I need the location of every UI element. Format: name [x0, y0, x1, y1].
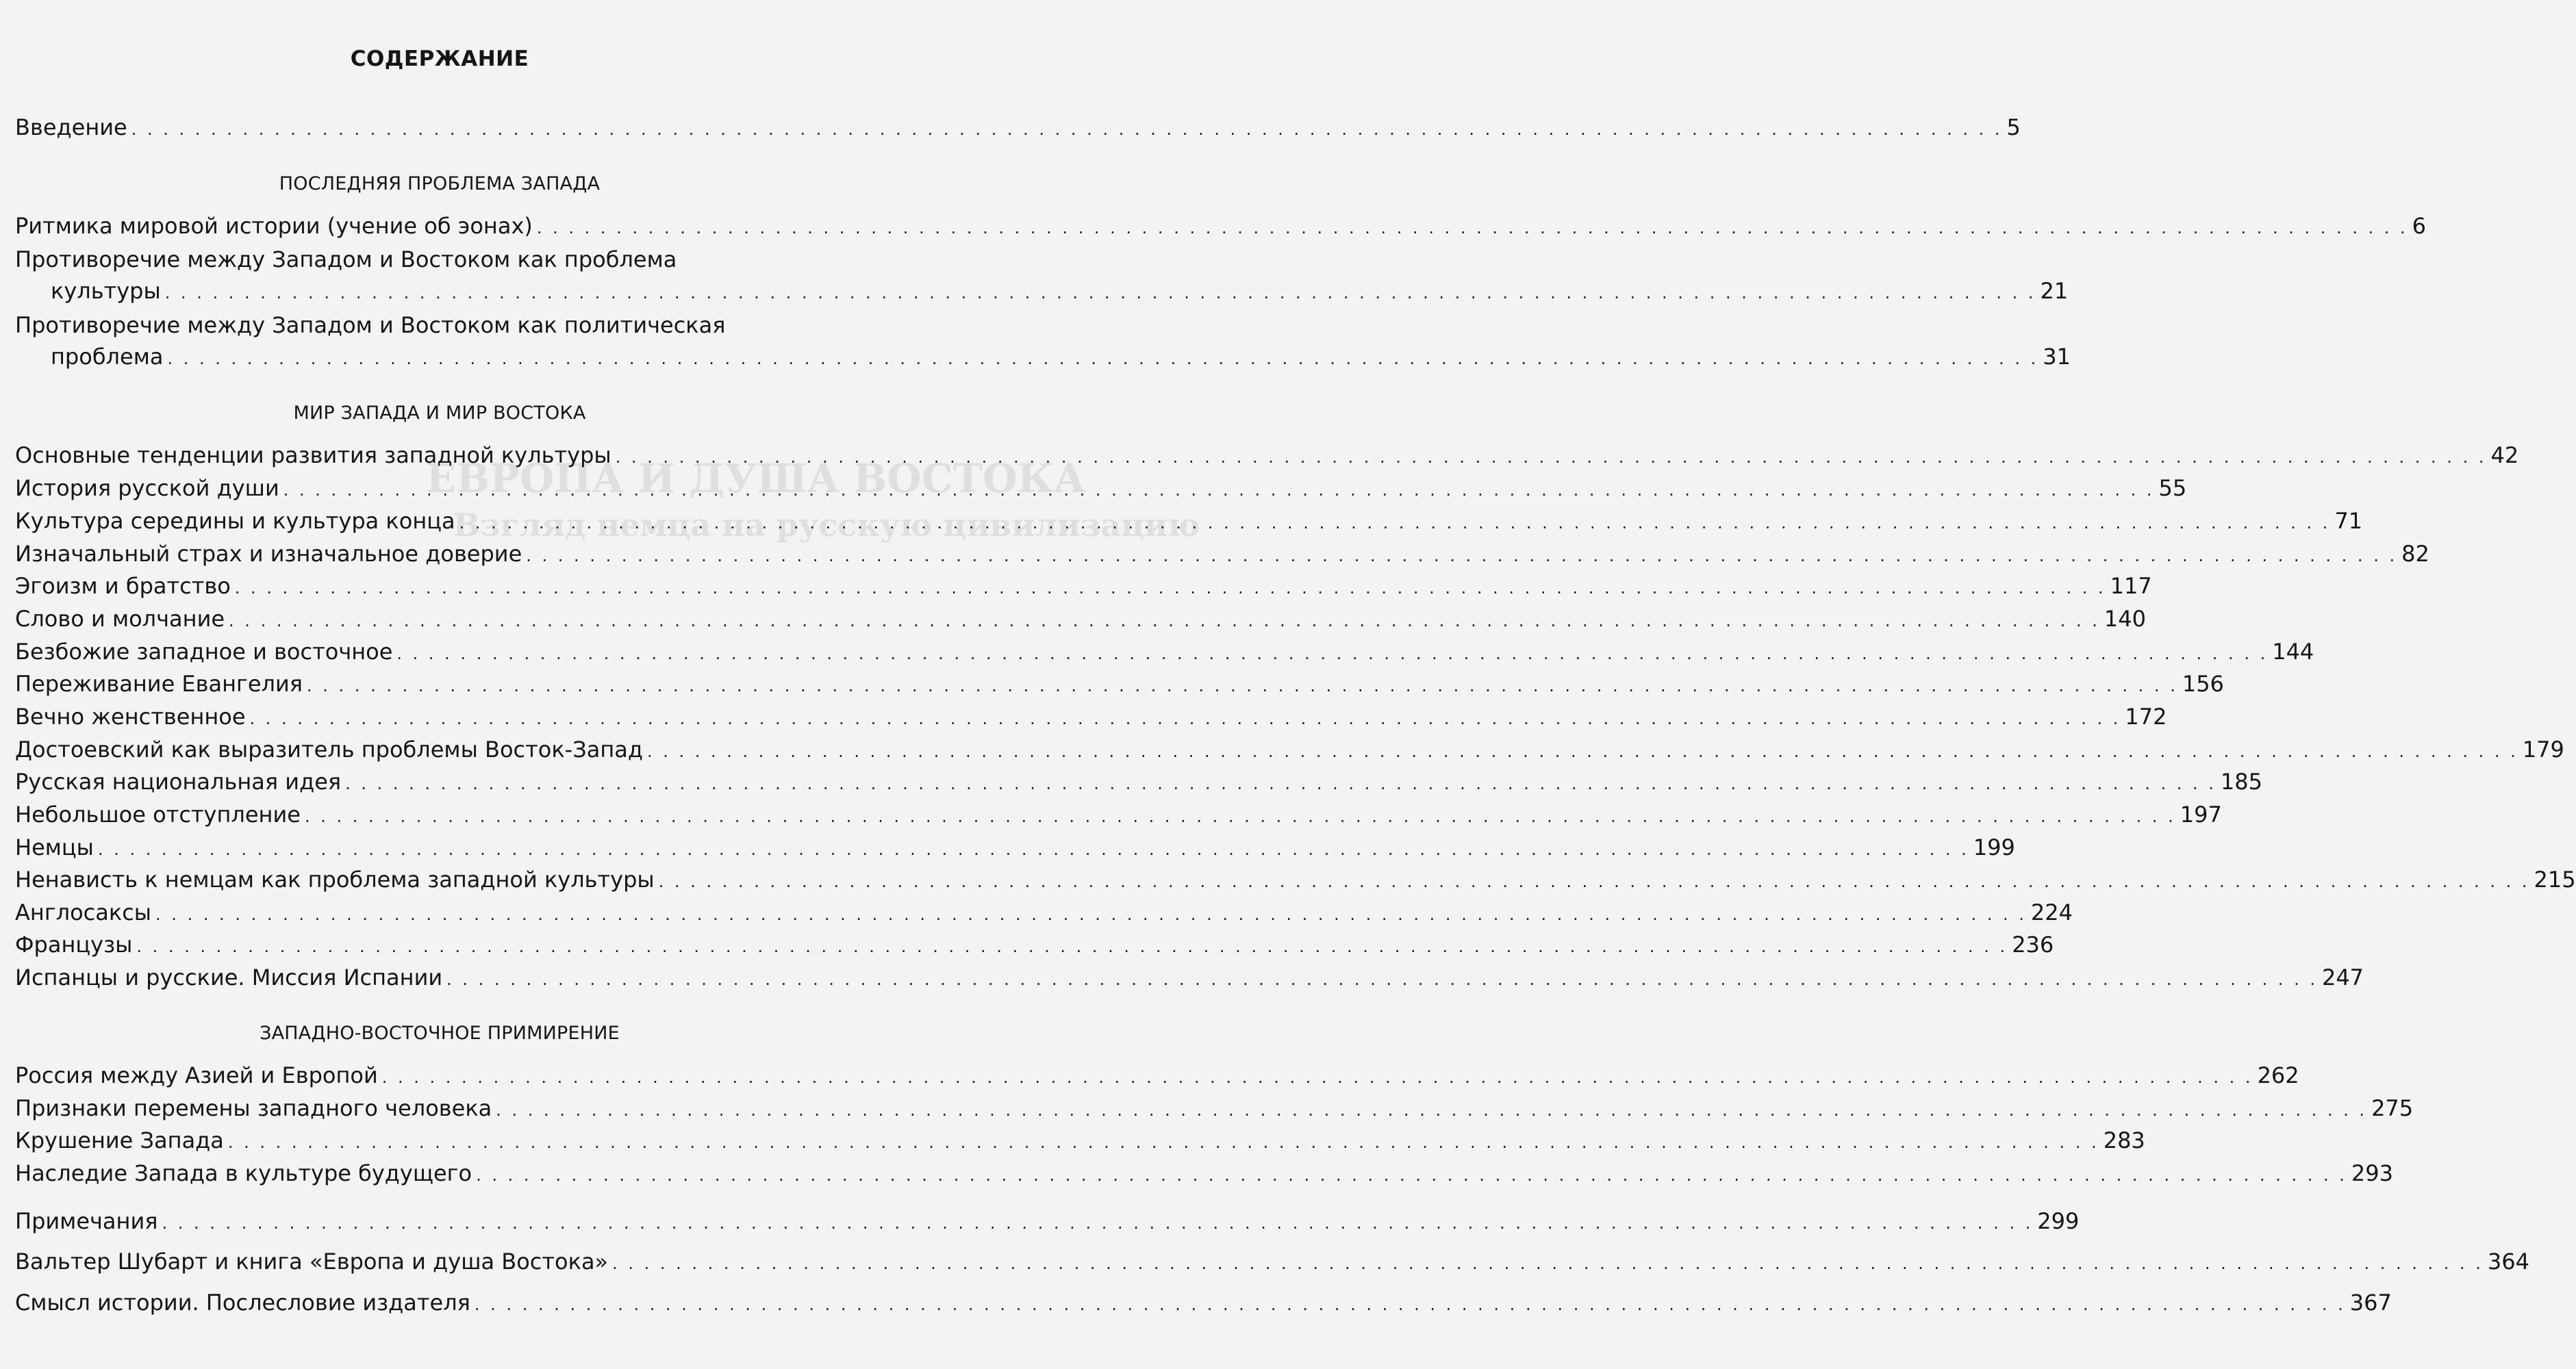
toc-page-number: 299 — [2037, 1208, 2080, 1234]
toc-entry — [15, 636, 2314, 669]
dot-leader — [526, 540, 2397, 572]
toc-page-number: 247 — [2321, 964, 2364, 990]
dot-leader — [283, 474, 2155, 506]
toc-entry-label: Изначальный страх и изначальное доверие — [15, 541, 522, 567]
dot-leader — [647, 736, 2518, 767]
toc-page-number: 144 — [2272, 639, 2314, 665]
toc-entry — [15, 1157, 2393, 1191]
toc-entry-label: Противоречие между Западом и Востоком как политическая — [15, 312, 726, 338]
toc-entry-label: Безбожие западное и восточное — [15, 639, 393, 665]
toc-page-number: 224 — [2030, 899, 2073, 925]
section-heading: ЗАПАДНО-ВОСТОЧНОЕ ПРИМИРЕНИЕ — [260, 1023, 620, 1044]
toc-entry-label: Достоевский как выразитель проблемы Восток-Запад — [15, 737, 643, 763]
toc-entry-label: Наследие Запада в культуре будущего — [15, 1160, 472, 1186]
dot-leader — [476, 1160, 2347, 1191]
toc-entry — [15, 1092, 2414, 1126]
toc-page-number: 199 — [1973, 834, 2015, 860]
toc-page-number: 6 — [2412, 213, 2427, 239]
dot-leader — [229, 605, 2100, 637]
toc-entry — [15, 1287, 2392, 1320]
toc-entry-label: Вечно женственное — [15, 704, 246, 730]
toc-entry — [15, 701, 2167, 734]
page-title: СОДЕРЖАНИЕ — [350, 47, 529, 71]
toc-page-number: 42 — [2490, 442, 2519, 468]
toc-page-number: 197 — [2180, 802, 2222, 828]
dot-leader — [305, 801, 2176, 832]
toc-page-number: 364 — [2487, 1249, 2529, 1275]
toc-entry — [15, 439, 2519, 473]
toc-entry-label: Крушение Запада — [15, 1127, 224, 1153]
toc-page-number: 179 — [2522, 737, 2564, 763]
toc-page-number: 236 — [2012, 932, 2054, 958]
toc-entry — [15, 603, 2146, 637]
dot-leader — [250, 703, 2121, 734]
toc-entry — [15, 734, 2564, 767]
dot-leader — [396, 638, 2268, 669]
toc-entry-intro — [15, 112, 2021, 145]
toc-entry-label: Ритмика мировой истории (учение об эонах) — [15, 213, 533, 239]
toc-entry — [15, 799, 2222, 832]
toc-entry — [15, 538, 2429, 572]
toc-page-number: 275 — [2371, 1095, 2414, 1121]
toc-entry-label: Французы — [15, 932, 133, 958]
toc-entry-label-continued: культуры — [51, 278, 161, 304]
toc-entry-label: Введение — [15, 114, 127, 140]
toc-entry — [15, 309, 2071, 374]
toc-entry — [15, 864, 2576, 897]
dot-leader — [131, 114, 2003, 145]
toc-entry — [15, 244, 2069, 309]
dot-leader — [155, 899, 2027, 930]
toc-entry — [15, 1246, 2529, 1279]
toc-page-number: 367 — [2349, 1290, 2392, 1316]
toc-page-number: 31 — [2043, 344, 2071, 370]
toc-page-number: 82 — [2401, 541, 2429, 567]
dot-leader — [616, 442, 2487, 473]
toc-entry — [15, 832, 2015, 865]
dot-leader — [659, 866, 2530, 897]
toc-entry-label: Небольшое отступление — [15, 802, 301, 828]
toc-entry — [15, 1205, 2080, 1239]
dot-leader — [496, 1095, 2367, 1126]
toc-entry-label: Ненависть к немцам как проблема западной культуры — [15, 867, 655, 893]
toc-page-number: 21 — [2040, 278, 2069, 304]
toc-entry-label: Испанцы и русские. Миссия Испании — [15, 964, 443, 990]
dot-leader — [167, 343, 2038, 374]
toc-entry — [15, 929, 2054, 962]
toc-entry-label-continued: проблема — [51, 344, 164, 370]
section-heading: МИР ЗАПАДА И МИР ВОСТОКА — [293, 402, 586, 424]
toc-entry-label: Эгоизм и братство — [15, 573, 231, 599]
toc-page-number: 71 — [2334, 508, 2363, 534]
toc-entry — [15, 570, 2152, 604]
dot-leader — [612, 1248, 2484, 1279]
dot-leader — [382, 1062, 2253, 1093]
toc-entry-label: Примечания — [15, 1208, 158, 1234]
toc-entry — [15, 897, 2073, 930]
toc-page-number: 293 — [2351, 1160, 2393, 1186]
dot-leader — [307, 670, 2178, 702]
toc-entry-label: История русской души — [15, 475, 279, 501]
dot-leader — [459, 507, 2331, 539]
dot-leader — [162, 1207, 2033, 1239]
toc-page-number: 5 — [2006, 114, 2021, 140]
toc-entry — [15, 668, 2224, 702]
toc-page — [15, 0, 2576, 1369]
toc-entry-label: Основные тенденции развития западной культуры — [15, 442, 611, 468]
dot-leader — [537, 212, 2408, 244]
toc-entry — [15, 1060, 2299, 1093]
toc-page-number: 262 — [2257, 1062, 2299, 1088]
toc-page-number: 55 — [2158, 475, 2187, 501]
dot-leader — [165, 277, 2036, 309]
dot-leader — [98, 834, 1969, 865]
toc-entry-label: Смысл истории. Послесловие издателя — [15, 1290, 470, 1316]
toc-entry-label: Россия между Азией и Европой — [15, 1062, 378, 1088]
toc-entry-label: Вальтер Шубарт и книга «Европа и душа Востока» — [15, 1249, 609, 1275]
toc-page-number: 156 — [2182, 671, 2224, 697]
toc-entry — [15, 766, 2262, 799]
toc-entry — [15, 1125, 2145, 1158]
toc-page-number: 185 — [2220, 769, 2262, 795]
toc-entry-label: Культура середины и культура конца — [15, 508, 455, 534]
toc-entry — [15, 210, 2427, 244]
toc-page-number: 140 — [2104, 606, 2146, 632]
dot-leader — [475, 1289, 2346, 1320]
toc-entry-label: Немцы — [15, 834, 94, 860]
toc-entry-label: Переживание Евангелия — [15, 671, 303, 697]
toc-entry-label: Признаки перемены западного человека — [15, 1095, 492, 1121]
toc-entry-label: Слово и молчание — [15, 606, 225, 632]
dot-leader — [446, 964, 2318, 995]
toc-page-number: 215 — [2534, 867, 2576, 893]
toc-page-number: 117 — [2110, 573, 2152, 599]
toc-entry-label: Русская национальная идея — [15, 769, 342, 795]
dot-leader — [228, 1127, 2099, 1158]
dot-leader — [235, 572, 2106, 604]
dot-leader — [136, 931, 2008, 962]
section-heading: ПОСЛЕДНЯЯ ПРОБЛЕМА ЗАПАДА — [279, 173, 601, 194]
toc-page-number: 172 — [2125, 704, 2167, 730]
toc-entry — [15, 962, 2364, 995]
show-through-subtitle: Взгляд немца на русскую цивилизацию — [453, 507, 1200, 543]
toc-entry-label: Противоречие между Западом и Востоком как проблема — [15, 246, 677, 272]
show-through-title: ЕВРОПА И ДУША ВОСТОКА — [426, 455, 1086, 502]
toc-page-number: 283 — [2103, 1127, 2145, 1153]
toc-entry-label: Англосаксы — [15, 899, 152, 925]
dot-leader — [345, 768, 2217, 799]
